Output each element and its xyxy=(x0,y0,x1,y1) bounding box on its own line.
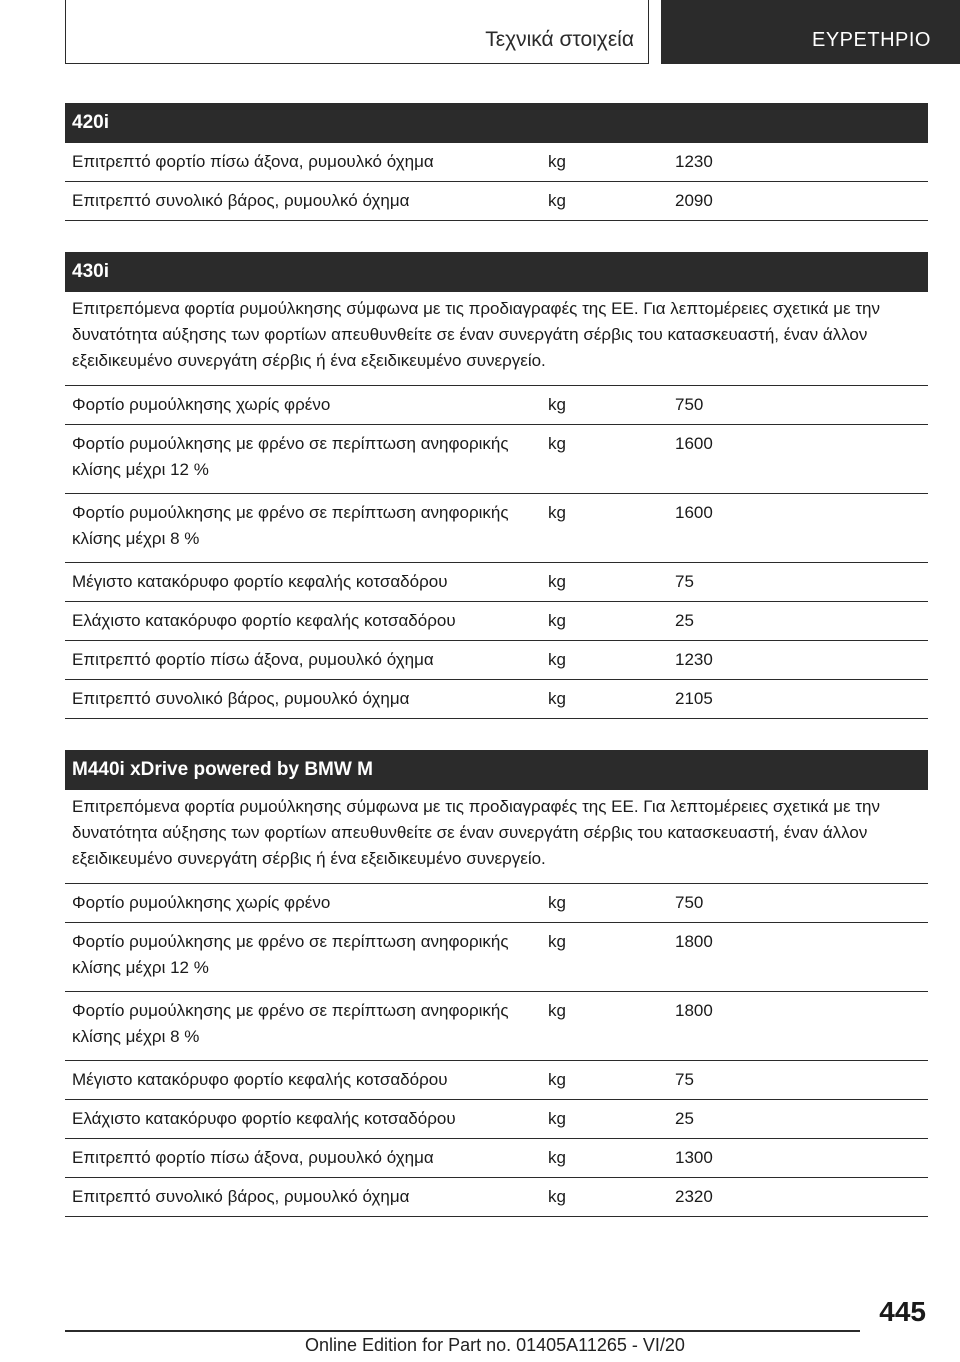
section-heading: 430i xyxy=(65,252,928,292)
header-section-tab[interactable] xyxy=(65,0,649,64)
row-unit: kg xyxy=(548,191,566,210)
table-row xyxy=(65,1061,928,1100)
row-unit: kg xyxy=(548,1187,566,1206)
table-row xyxy=(65,182,928,221)
row-value: 1600 xyxy=(675,503,713,522)
table-row xyxy=(65,923,928,992)
table-row xyxy=(65,1178,928,1217)
row-value: 1800 xyxy=(675,1001,713,1020)
row-label: Επιτρεπτό φορτίο πίσω άξονα, ρυμουλκό όχημα xyxy=(72,152,434,171)
row-label: Επιτρεπτό συνολικό βάρος, ρυμουλκό όχημα xyxy=(72,191,410,210)
row-unit: kg xyxy=(548,572,566,591)
row-label: Φορτίο ρυμούλκησης με φρένο σε περίπτωση ανηφορικής κλίσης μέχρι 12 % xyxy=(72,932,509,977)
row-value: 750 xyxy=(675,395,704,414)
row-value: 75 xyxy=(675,1070,694,1089)
section-note: Επιτρεπόμενα φορτία ρυμούλκησης σύμφωνα με τις προδιαγραφές της ΕΕ. Για λεπτομέρειες σχετικά με την δυνατότητα αύξησης των φορτίων απευθυνθείτε σε έναν συνεργάτη σέρβις του κατασκευαστή, έναν άλλον εξειδικευμένο συνεργάτη σέρβις ή ένα εξειδικευμένο συνεργείο. xyxy=(65,790,928,884)
row-label: Φορτίο ρυμούλκησης χωρίς φρένο xyxy=(72,893,331,912)
table-row xyxy=(65,563,928,602)
row-unit: kg xyxy=(548,932,566,951)
footer-edition-text: Online Edition for Part no. 01405A11265 - VI/20 xyxy=(305,1335,685,1355)
spec-section xyxy=(65,750,928,1217)
row-value: 1230 xyxy=(675,650,713,669)
table-row xyxy=(65,884,928,923)
table-row xyxy=(65,1139,928,1178)
row-unit: kg xyxy=(548,395,566,414)
page-number: 445 xyxy=(879,1296,926,1327)
row-label: Επιτρεπτό συνολικό βάρος, ρυμουλκό όχημα xyxy=(72,689,410,708)
section-heading: M440i xDrive powered by BMW M xyxy=(65,750,928,790)
row-value: 2105 xyxy=(675,689,713,708)
row-label: Μέγιστο κατακόρυφο φορτίο κεφαλής κοτσαδόρου xyxy=(72,1070,448,1089)
row-value: 1600 xyxy=(675,434,713,453)
row-value: 750 xyxy=(675,893,704,912)
row-unit: kg xyxy=(548,1109,566,1128)
row-value: 25 xyxy=(675,1109,694,1128)
row-label: Φορτίο ρυμούλκησης χωρίς φρένο xyxy=(72,395,331,414)
row-unit: kg xyxy=(548,893,566,912)
row-label: Επιτρεπτό φορτίο πίσω άξονα, ρυμουλκό όχημα xyxy=(72,650,434,669)
row-label: Επιτρεπτό φορτίο πίσω άξονα, ρυμουλκό όχημα xyxy=(72,1148,434,1167)
table-row xyxy=(65,1100,928,1139)
row-value: 2090 xyxy=(675,191,713,210)
row-unit: kg xyxy=(548,1148,566,1167)
header-section-title: Τεχνικά στοιχεία xyxy=(485,28,634,51)
header-index-label: ΕΥΡΕΤΗΡΙΟ xyxy=(812,29,931,51)
row-value: 1800 xyxy=(675,932,713,951)
row-label: Επιτρεπτό συνολικό βάρος, ρυμουλκό όχημα xyxy=(72,1187,410,1206)
table-row xyxy=(65,680,928,719)
row-unit: kg xyxy=(548,611,566,630)
table-row xyxy=(65,992,928,1061)
table-row xyxy=(65,425,928,494)
table-row xyxy=(65,641,928,680)
footer-divider xyxy=(65,1330,860,1332)
row-unit: kg xyxy=(548,1070,566,1089)
row-label: Φορτίο ρυμούλκησης με φρένο σε περίπτωση ανηφορικής κλίσης μέχρι 8 % xyxy=(72,1001,509,1046)
table-row xyxy=(65,143,928,182)
section-note: Επιτρεπόμενα φορτία ρυμούλκησης σύμφωνα με τις προδιαγραφές της ΕΕ. Για λεπτομέρειες σχετικά με την δυνατότητα αύξησης των φορτίων απευθυνθείτε σε έναν συνεργάτη σέρβις του κατασκευαστή, έναν άλλον εξειδικευμένο συνεργάτη σέρβις ή ένα εξειδικευμένο συνεργείο. xyxy=(65,292,928,386)
row-unit: kg xyxy=(548,650,566,669)
row-unit: kg xyxy=(548,1001,566,1020)
table-row xyxy=(65,494,928,563)
spec-section xyxy=(65,252,928,719)
row-value: 2320 xyxy=(675,1187,713,1206)
header-index-tab[interactable] xyxy=(661,0,960,64)
row-value: 1230 xyxy=(675,152,713,171)
row-label: Ελάχιστο κατακόρυφο φορτίο κεφαλής κοτσαδόρου xyxy=(72,1109,456,1128)
row-value: 75 xyxy=(675,572,694,591)
row-label: Ελάχιστο κατακόρυφο φορτίο κεφαλής κοτσαδόρου xyxy=(72,611,456,630)
row-label: Μέγιστο κατακόρυφο φορτίο κεφαλής κοτσαδόρου xyxy=(72,572,448,591)
spec-tables xyxy=(65,103,928,1248)
row-unit: kg xyxy=(548,503,566,522)
row-unit: kg xyxy=(548,689,566,708)
table-row xyxy=(65,602,928,641)
table-row xyxy=(65,386,928,425)
spec-section xyxy=(65,103,928,221)
row-label: Φορτίο ρυμούλκησης με φρένο σε περίπτωση ανηφορικής κλίσης μέχρι 8 % xyxy=(72,503,509,548)
section-heading: 420i xyxy=(65,103,928,143)
row-value: 25 xyxy=(675,611,694,630)
row-unit: kg xyxy=(548,434,566,453)
row-label: Φορτίο ρυμούλκησης με φρένο σε περίπτωση ανηφορικής κλίσης μέχρι 12 % xyxy=(72,434,509,479)
row-value: 1300 xyxy=(675,1148,713,1167)
row-unit: kg xyxy=(548,152,566,171)
